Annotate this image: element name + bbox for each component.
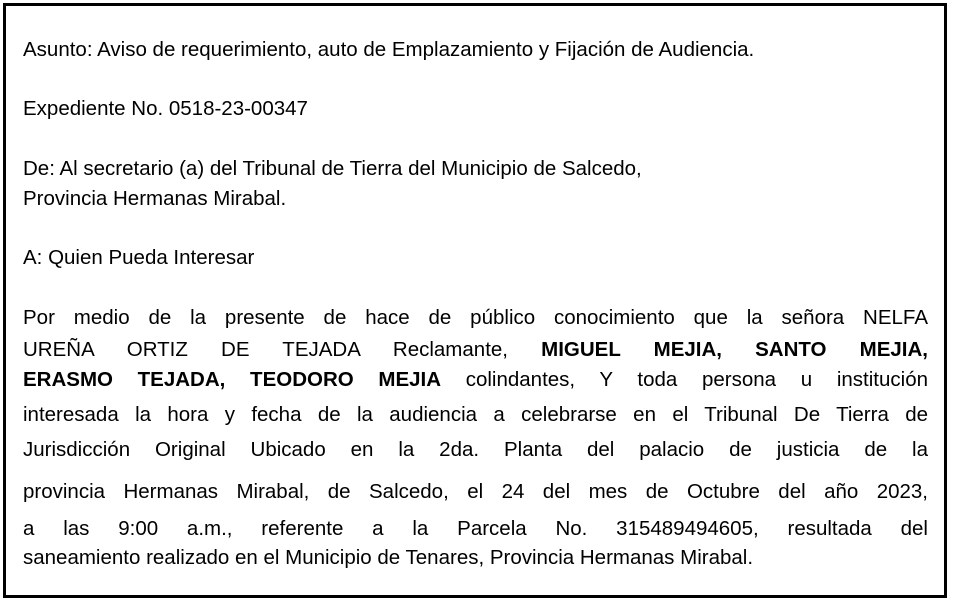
addressee-line: A: Quien Pueda Interesar xyxy=(23,246,255,269)
body-bold-names: MIGUEL MEJIA, SANTO MEJIA, xyxy=(541,338,928,361)
body-text: UREÑA ORTIZ DE TEJADA Reclamante, xyxy=(23,338,508,361)
from-line-1: De: Al secretario (a) del Tribunal de Tierra del Municipio de Salcedo, xyxy=(23,157,642,180)
body-line-6 xyxy=(23,480,928,504)
body-text: colindantes, Y toda persona u institución xyxy=(465,368,929,391)
body-line-1 xyxy=(23,306,928,330)
legal-notice-box xyxy=(3,3,947,598)
body-text: a las 9:00 a.m., referente a la Parcela No. 315489494605, resultada del xyxy=(23,517,928,540)
body-line-3 xyxy=(23,368,928,392)
body-line-4 xyxy=(23,403,928,427)
body-bold-names: ERASMO TEJADA, TEODORO MEJIA xyxy=(23,368,442,391)
body-line-8: saneamiento realizado en el Municipio de Tenares, Provincia Hermanas Mirabal. xyxy=(23,546,754,569)
body-line-2 xyxy=(23,338,928,362)
subject-line: Asunto: Aviso de requerimiento, auto de Emplazamiento y Fijación de Audiencia. xyxy=(23,38,755,61)
file-number: Expediente No. 0518-23-00347 xyxy=(23,97,308,120)
body-line-7 xyxy=(23,517,928,541)
body-text: Jurisdicción Original Ubicado en la 2da. Planta del palacio de justicia de la xyxy=(23,438,928,461)
body-line-5 xyxy=(23,438,928,462)
body-text: interesada la hora y fecha de la audiencia a celebrarse en el Tribunal De Tierra de xyxy=(23,403,928,426)
from-line-2: Provincia Hermanas Mirabal. xyxy=(23,187,287,210)
body-text: provincia Hermanas Mirabal, de Salcedo, el 24 del mes de Octubre del año 2023, xyxy=(23,480,928,503)
body-text: Por medio de la presente de hace de público conocimiento que la señora NELFA xyxy=(23,306,928,329)
